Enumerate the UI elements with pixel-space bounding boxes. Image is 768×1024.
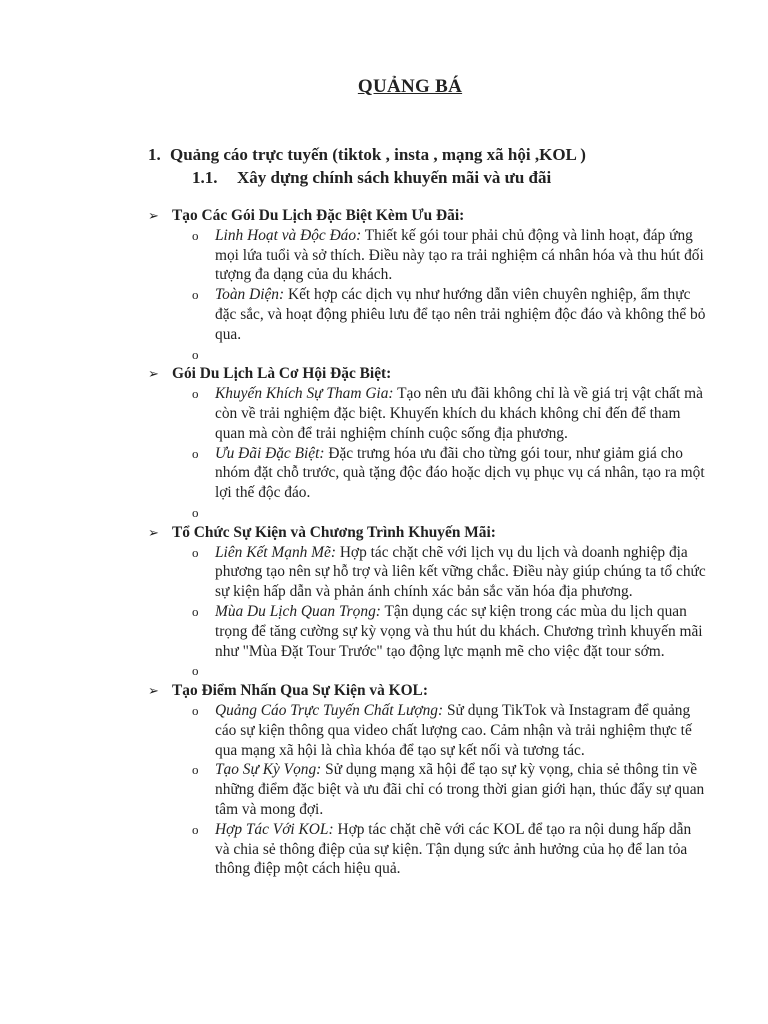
item-lead: Mùa Du Lịch Quan Trọng:: [215, 602, 381, 620]
item-lead: Ưu Đãi Đặc Biệt:: [215, 444, 325, 462]
circle-bullet-icon: o: [192, 287, 199, 303]
list-item: [148, 701, 708, 760]
item-text: Tạo nên ưu đãi không chỉ là về giá trị vật chất mà còn về trải nghiệm đặc biệt. Khuyến khích du khách không chỉ đến để tham quan mà còn để trải nghiệm chính cuộc sống địa phương.: [215, 385, 703, 442]
heading-1-number: 1.: [148, 145, 161, 164]
circle-bullet-icon: o: [192, 445, 199, 461]
circle-bullet-icon: o: [192, 386, 199, 402]
arrow-bullet-icon: ➢: [148, 208, 159, 223]
list-item: [148, 760, 708, 819]
circle-bullet-icon: o: [192, 544, 199, 560]
bullet-list: [148, 226, 708, 365]
list-item: [148, 543, 708, 602]
section-heading-text: Tổ Chức Sự Kiện và Chương Trình Khuyến Mãi:: [172, 523, 496, 541]
list-item: [148, 503, 708, 523]
item-lead: Hợp Tác Với KOL:: [215, 820, 334, 838]
section-heading: [148, 681, 708, 701]
item-text: Thiết kế gói tour phải chủ động và linh hoạt, đáp ứng mọi lứa tuổi và sở thích. Điều này tạo ra trải nghiệm cá nhân hóa và thu hút đối tượng đa dạng của du khách.: [215, 226, 704, 284]
item-text: Đặc trưng hóa ưu đãi cho từng gói tour, như giảm giá cho nhóm đặt chỗ trước, quà tặng độc đáo hoặc dịch vụ phục vụ cá nhân, tạo ra một lợi thế độc đáo.: [215, 444, 705, 502]
list-item: [148, 661, 708, 681]
section-heading-text: Tạo Điểm Nhấn Qua Sự Kiện và KOL:: [172, 682, 428, 700]
section-heading-text: Gói Du Lịch Là Cơ Hội Đặc Biệt:: [172, 365, 392, 383]
sections-list: [148, 206, 708, 879]
list-item: [148, 820, 708, 879]
list-item: [148, 384, 708, 443]
list-item: [148, 226, 708, 285]
list-item: [148, 345, 708, 365]
item-lead: Toàn Diện:: [215, 286, 285, 304]
item-text: Sử dụng TikTok và Instagram để quảng cáo sự kiện thông qua video chất lượng cao. Cảm nhận và trải nghiệm thực tế qua mạng xã hội là chìa khóa để tạo sự kết nối và tương tác.: [215, 701, 692, 759]
circle-bullet-icon: o: [192, 702, 199, 718]
heading-1: [148, 145, 586, 165]
item-lead: Quảng Cáo Trực Tuyến Chất Lượng:: [215, 701, 444, 719]
item-lead: Khuyến Khích Sự Tham Gia:: [215, 385, 394, 403]
arrow-bullet-icon: ➢: [148, 524, 159, 540]
list-item: [148, 285, 708, 344]
heading-2-number: 1.1.: [192, 168, 218, 187]
section-heading: [148, 364, 708, 384]
section-heading: [148, 206, 708, 226]
circle-bullet-icon: o: [192, 762, 199, 778]
bullet-list: [148, 384, 708, 523]
item-lead: Tạo Sự Kỳ Vọng:: [215, 761, 322, 779]
heading-2: [192, 168, 551, 188]
item-lead: Linh Hoạt và Độc Đáo:: [215, 226, 362, 244]
item-text: Kết hợp các dịch vụ như hướng dẫn viên chuyên nghiệp, ẩm thực đặc sắc, và hoạt động phiêu lưu để tạo nên trải nghiệm độc đáo và không thể bỏ qua.: [215, 286, 706, 343]
list-item: [148, 602, 708, 661]
section-heading: [148, 523, 708, 543]
bullet-list: [148, 543, 708, 682]
circle-bullet-icon: o: [192, 227, 199, 243]
item-lead: Liên Kết Mạnh Mẽ:: [215, 543, 336, 561]
bullet-list: [148, 701, 708, 879]
page-title: QUẢNG BÁ: [357, 76, 463, 97]
item-text: Hợp tác chặt chẽ với các KOL để tạo ra nội dung hấp dẫn và chia sẻ thông điệp của sự kiện. Tận dụng sức ảnh hưởng của họ để lan tỏa thông điệp một cách hiệu quả.: [215, 820, 692, 878]
item-text: Hợp tác chặt chẽ với lịch vụ du lịch và doanh nghiệp địa phương tạo nên sự hỗ trợ và liên kết vững chắc. Điều này giúp chúng ta tổ chức sự kiện hấp dẫn và phản ánh chính xác bản sắc văn hóa địa phương.: [215, 543, 706, 601]
heading-1-text: Quảng cáo trực tuyến (tiktok , insta , mạng xã hội ,KOL ): [170, 145, 586, 164]
arrow-bullet-icon: ➢: [148, 366, 159, 382]
circle-bullet-icon: o: [192, 504, 199, 520]
circle-bullet-icon: o: [192, 663, 199, 679]
heading-2-text: Xây dựng chính sách khuyến mãi và ưu đãi: [237, 168, 552, 187]
circle-bullet-icon: o: [192, 821, 199, 837]
item-text: Tận dụng các sự kiện trong các mùa du lịch quan trọng để tăng cường sự kỳ vọng và thu hút du khách. Chương trình khuyến mãi như "Mùa Đặt Tour Trước" tạo động lực mạnh mẽ cho việc đặt tour sớm.: [215, 602, 703, 660]
circle-bullet-icon: o: [192, 346, 199, 362]
arrow-bullet-icon: ➢: [148, 683, 159, 699]
item-text: Sử dụng mạng xã hội để tạo sự kỳ vọng, chia sẻ thông tin về những điểm đặc biệt và ưu đãi chỉ có trong thời gian giới hạn, thúc đẩy sự quan tâm và mong đợi.: [215, 761, 705, 818]
circle-bullet-icon: o: [192, 603, 199, 619]
list-item: [148, 444, 708, 503]
section-heading-text: Tạo Các Gói Du Lịch Đặc Biệt Kèm Ưu Đãi:: [172, 207, 465, 224]
